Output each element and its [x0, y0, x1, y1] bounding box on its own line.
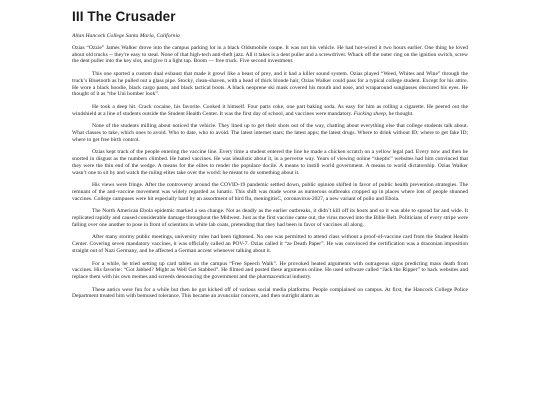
- chapter-title: III The Crusader: [72, 9, 176, 24]
- paragraph-text: Ozias “Ozzie” James Walker drove into the campus parking lot in a black Oldsmobile coupe. It was not his vehicle. He had hot-wired it two hours earlier. One thing he loved about old trucks -- they're easy to steal. None of that high-tech anti-theft jazz. All it takes is a dent puller and a screwdriver. Whack off the outer ring on the ignition switch, screw the dent puller into the key slot, and give it a light tap. Boom — free truck. Five second investment.: [72, 45, 468, 65]
- paragraph: [72, 45, 468, 65]
- paragraph: [72, 123, 468, 143]
- paragraph-text: He took a deep hit. Crack cocaine, his favorite. Cooked it himself. Four parts coke, one part baking soda. As easy for him as rolling a cigarette. He peered out the windshield at a line of students outside the Student Health Center. It was the first day of school, and vaccines were mandatory.: [72, 103, 468, 117]
- byline: Allan Hancock College Santa Maria, California: [72, 33, 180, 39]
- paragraph: [72, 71, 468, 98]
- body-text: [72, 45, 468, 300]
- paragraph: [72, 261, 468, 281]
- document-page: [72, 9, 468, 306]
- paragraph: [72, 234, 468, 254]
- paragraph-tail: he thought.: [387, 110, 414, 117]
- paragraph: [72, 182, 468, 202]
- paragraph-text: After many stormy public meetings, university rules had been tightened. No one was permitted to attend class without a proof-of-vaccine card from the Student Health Center. Covering seven mandatory vaccines, it was officially called an POV-7. Ozias called it “ze Death Paper”. He was convinced the certification was a draconian imposition straight out of Nazi Germany, and he affected a German accent whenever talking about it.: [72, 234, 468, 254]
- paragraph-text: The North American Ebola epidemic marked a sea change. Not as deadly as the earlier outbreaks, it didn’t kill off its hosts and so it was able to spread far and wide. It replicated rapidly and caused considerable damage throughout the Midwest. Just as the first vaccine came out, the virus moved into the Bible Belt. Politicians of every stripe were falling over one another to pose in front of scientists in white lab coats, pretending that they had been in favor of vaccines all along.: [72, 208, 468, 228]
- paragraph: [72, 104, 468, 117]
- paragraph-text: His views were fringe. After the controversy around the COVID-19 pandemic settled down, public opinion shifted in favor of public health prevention strategies. The remnant of the anti-vaccine movement was widely regarded as lunatic. This shift was made worse as numerous outbreaks cropped up in places where lots of people shunned vaccines. College campuses were hit especially hard by an assortment of bird flu, meningitisC, coronavirus-2027, a new variant of polio and Ebola.: [72, 182, 468, 202]
- paragraph-text: This one sported a custom dual exhaust that made it growl like a beast of prey, and it had a killer sound system. Ozias played “Weed, Whites and Wine” through the truck’s Bluetooth as he pulled out a glass pipe. Stocky, clean-shaven, with a head of thick blonde hair, Ozias Walker could pass for a typical college student. Except for his attire. He wore a black hoodie, black cargo pants, and black tactical boots. A black neoprene ski mask covered his mouth and nose, and wraparound sunglasses obscured his eyes. He thought of it as “the Uni bomber look”.: [72, 71, 468, 98]
- paragraph: [72, 149, 468, 176]
- paragraph-text: For a while, he tried setting up card tables on the campus “Free Speech Walk”. He provoked heated arguments with outrageous signs predicting mass death from vaccines. His favorite: “Got Jabbed? Might as Well Get Stabbed”. He filmed and posted these arguments online. He used software called “Jack the Ripper” to hack websites and replace them with his own memes and screeds denouncing the government and the pharmaceutical industry.: [72, 260, 468, 280]
- paragraph: [72, 208, 468, 228]
- paragraph-text: None of the students milling about noticed the vehicle. They lined up to get their shots out of the way, chatting about everything else that college students talk about. What classes to take, which ones to avoid. Who to date, who to avoid. The latest internet stars; the latest apps; the latest drugs. Where to drink without ID; where to get fake ID; where to get free birth control.: [72, 123, 468, 143]
- paragraph-text: These antics were fun for a while but then he got kicked off of various social media platforms. People complained on campus. At first, the Hancock College Police Department treated him with bemused tolerance. This became an avuncular concern, and then outright alarm as: [72, 286, 468, 300]
- italic-thought: Fucking sheep,: [353, 110, 388, 117]
- paragraph: [72, 287, 468, 300]
- paragraph-text: Ozias kept track of the people entering the vaccine line. Every time a student entered the line he made a chicken scratch on a yellow legal pad. Every now and then he snorted in disgust as the numbers climbed. He hated vaccines. He was idealistic about it, in a perverse way. Years of viewing online “skeptic” websites had him convinced that they were the thin end of the wedge. A means for the elites to render the populace docile. A means to instill world government. A means to world dictatorship. Ozias Walker wasn’t one to sit by and watch the ruling elites take over the world: he meant to do something about it.: [72, 149, 468, 176]
